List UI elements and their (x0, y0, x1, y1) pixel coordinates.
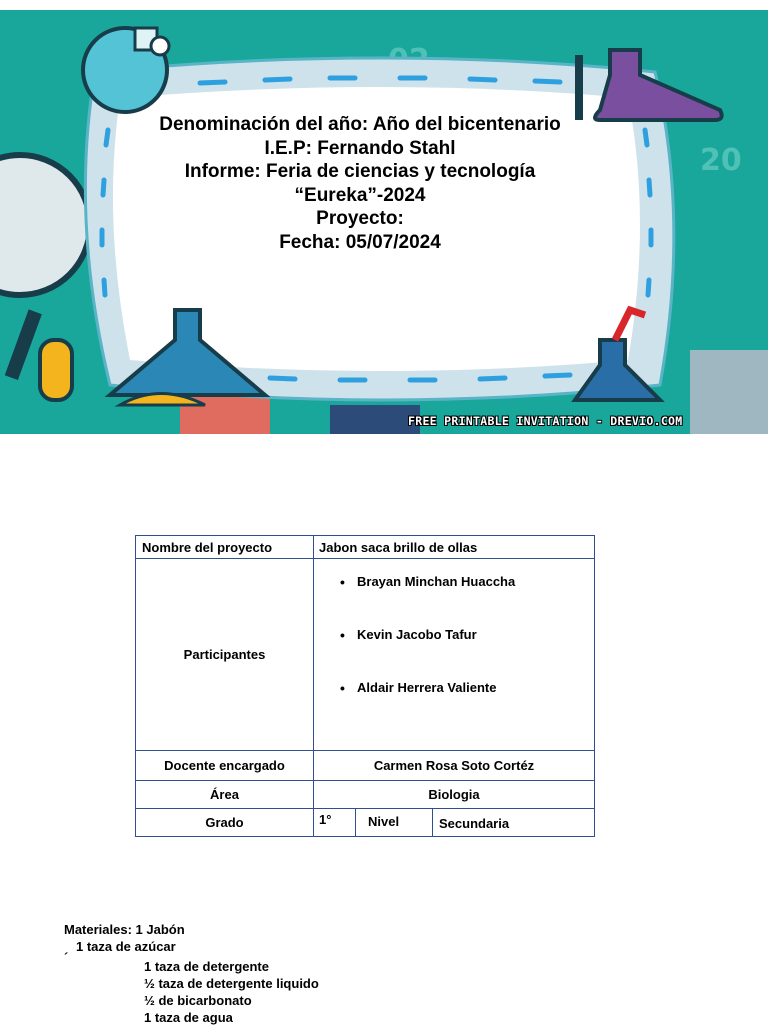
teacher-value: Carmen Rosa Soto Cortéz (314, 751, 595, 781)
table-row (136, 751, 595, 781)
eureka-line: “Eureka”-2024 (294, 184, 426, 206)
teacher-label: Docente encargado (136, 751, 314, 781)
grade-label: Grado (136, 809, 314, 837)
grade-level-group (314, 809, 594, 836)
magnifier-handle-shape (5, 309, 42, 380)
table-row (136, 809, 595, 837)
table-row (136, 559, 595, 751)
material-item: ½ taza de detergente liquido (144, 975, 319, 991)
material-item: ½ de bicarbonato (144, 993, 252, 1009)
level-value: Secundaria (439, 816, 510, 831)
participant-item: • Aldair Herrera Valiente (340, 679, 594, 732)
material-item: 1 taza de detergente (144, 958, 269, 974)
cover-title (140, 113, 580, 254)
project-name-value: Jabon saca brillo de ollas (314, 536, 595, 559)
material-item: 1 taza de agua (144, 1010, 233, 1026)
year-name-line: Denominación del año: Año del bicentenario (159, 114, 561, 135)
magnifier-lens-shape (0, 155, 90, 295)
watermark-text: FREE PRINTABLE INVITATION - DREVIO.COM (408, 414, 683, 428)
grade-level-cell (314, 809, 595, 837)
project-name-label: Nombre del proyecto (136, 536, 314, 559)
participants-label: Participantes (136, 559, 314, 751)
decor-number-20: 20 (700, 143, 742, 178)
materials-list (64, 921, 319, 1027)
yellow-tube-icon (40, 340, 72, 400)
bubble-icon (151, 37, 169, 55)
level-label: Nivel (356, 809, 433, 836)
area-value: Biologia (314, 781, 595, 809)
report-line: Informe: Feria de ciencias y tecnología (184, 161, 536, 182)
school-line: I.E.P: Fernando Stahl (264, 137, 456, 159)
project-info-table (135, 535, 595, 837)
participant-item: • Kevin Jacobo Tafur (340, 626, 594, 679)
stray-mark: ´ (64, 949, 69, 965)
table-row (136, 781, 595, 809)
purple-flask-icon (595, 50, 722, 120)
grade-value: 1° (314, 809, 356, 836)
date-line: Fecha: 05/07/2024 (279, 231, 441, 253)
participant-item: • Brayan Minchan Huaccha (340, 573, 594, 626)
stand-pole-icon (575, 55, 583, 120)
blue-book-shape (330, 405, 420, 434)
table-row (136, 536, 595, 559)
participants-cell (314, 559, 595, 751)
test-tubes-shape (690, 350, 768, 434)
area-label: Área (136, 781, 314, 809)
project-line: Proyecto: (316, 208, 404, 229)
material-item: 1 taza de azúcar (76, 939, 176, 955)
materials-heading: Materiales: 1 Jabón (64, 922, 185, 937)
participants-list (314, 559, 594, 750)
